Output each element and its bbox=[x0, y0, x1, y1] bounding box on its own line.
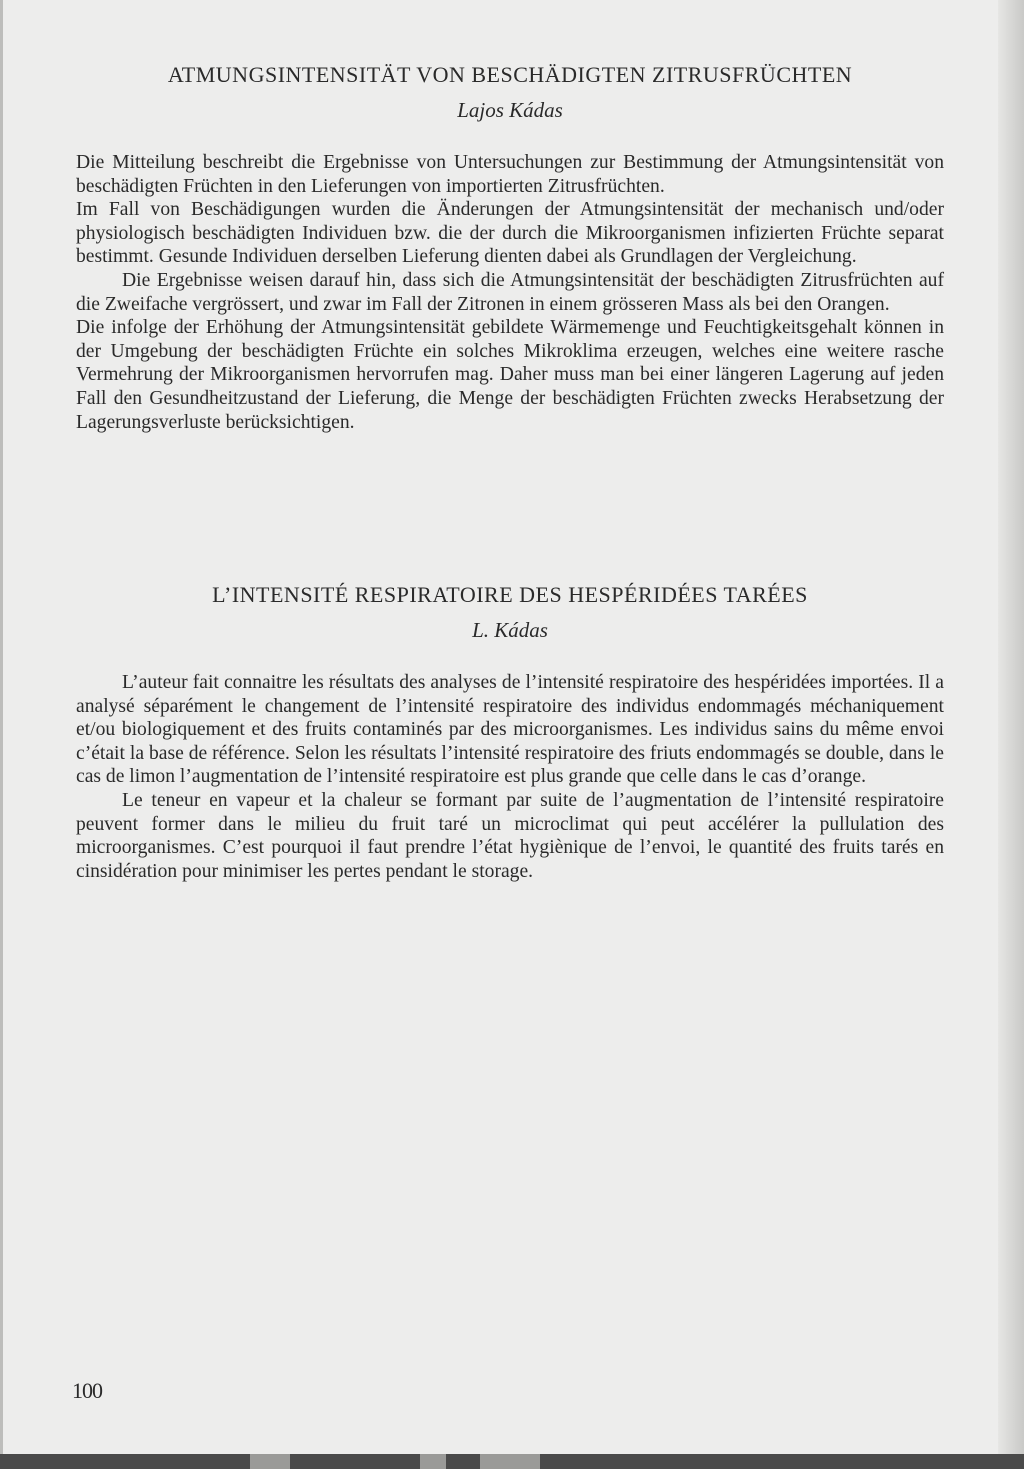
french-paragraph-2: Le teneur en vapeur et la chaleur se formant par suite de l’augmentation de l’intensité respiratoire peuvent former dans le milieu du fruit taré un microclimat qui peut accélérer la pullulation des microorganismes. C’est pourquoi il faut prendre l’état hygiènique de l’envoi, le quantité des fruits tarés en cinsidération pour minimiser les pertes pendant le storage. bbox=[76, 789, 944, 882]
french-title: L’INTENSITÉ RESPIRATOIRE DES HESPÉRIDÉES TARÉES bbox=[212, 582, 808, 607]
french-author: L. Kádas bbox=[472, 618, 548, 642]
german-title: ATMUNGSINTENSITÄT VON BESCHÄDIGTEN ZITRUSFRÜCHTEN bbox=[167, 62, 853, 87]
german-abstract bbox=[76, 62, 944, 434]
german-author: Lajos Kádas bbox=[457, 98, 563, 122]
bottom-scan-edge bbox=[0, 1454, 1024, 1469]
scan-edge-highlight bbox=[420, 1454, 446, 1469]
french-abstract bbox=[76, 582, 944, 883]
german-paragraph-2: Im Fall von Beschädigungen wurden die Änderungen der Atmungsintensität der mechanisch und/oder physiologisch beschädigten Individuen bzw. die der durch die Mikroorganismen infizierten Früchte separat bestimmt. Gesunde Individuen derselben Lieferung dienten dabei als Grundlagen der Vergleichung. bbox=[76, 199, 944, 268]
german-paragraph-3: Die Ergebnisse weisen darauf hin, dass sich die Atmungsintensität der beschädigten Zitrusfrüchten auf die Zweifache vergrössert, und zwar im Fall der Zitronen in einem grösseren Mass als bei den Orangen. bbox=[76, 269, 944, 315]
binding-shadow bbox=[998, 0, 1024, 1469]
page-number: 100 bbox=[72, 1378, 102, 1403]
german-paragraph-4: Die infolge der Erhöhung der Atmungsintensität gebildete Wärmemenge und Feuchtigkeitsgehalt können in der Umgebung der beschädigten Früchte ein solches Mikroklima erzeugen, welches eine weitere rasche Vermehrung der Mikroorganismen hervorrufen mag. Daher muss man bei einer längeren Lagerung auf jeden Fall den Gesundheitzustand der Lieferung, die Menge der beschädigten Früchten zwecks Herabsetzung der Lagerungsverluste berücksichtigen. bbox=[76, 317, 944, 433]
scan-edge-highlight bbox=[480, 1454, 540, 1469]
german-paragraph-1: Die Mitteilung beschreibt die Ergebnisse von Untersuchungen zur Bestimmung der Atmungsintensität von beschädigten Früchten in den Lieferungen von importierten Zitrusfrüchten. bbox=[76, 152, 944, 197]
scan-edge-highlight bbox=[250, 1454, 290, 1469]
page-left-edge bbox=[0, 0, 3, 1469]
french-paragraph-1: L’auteur fait connaitre les résultats des analyses de l’intensité respiratoire des hespéridées importées. Il a analysé séparément le changement de l’intensité respiratoire des individus endommagés méchaniquement et/ou biologiquement et des fruits contaminés par des microorganismes. Les individus sains du même envoi c’était la base de référence. Selon les résultats l’intensité respiratoire des friuts endommagés se double, dans le cas de limon l’augmentation de l’intensité respiratoire est plus grande que celle dans le cas d’orange. bbox=[76, 672, 944, 788]
